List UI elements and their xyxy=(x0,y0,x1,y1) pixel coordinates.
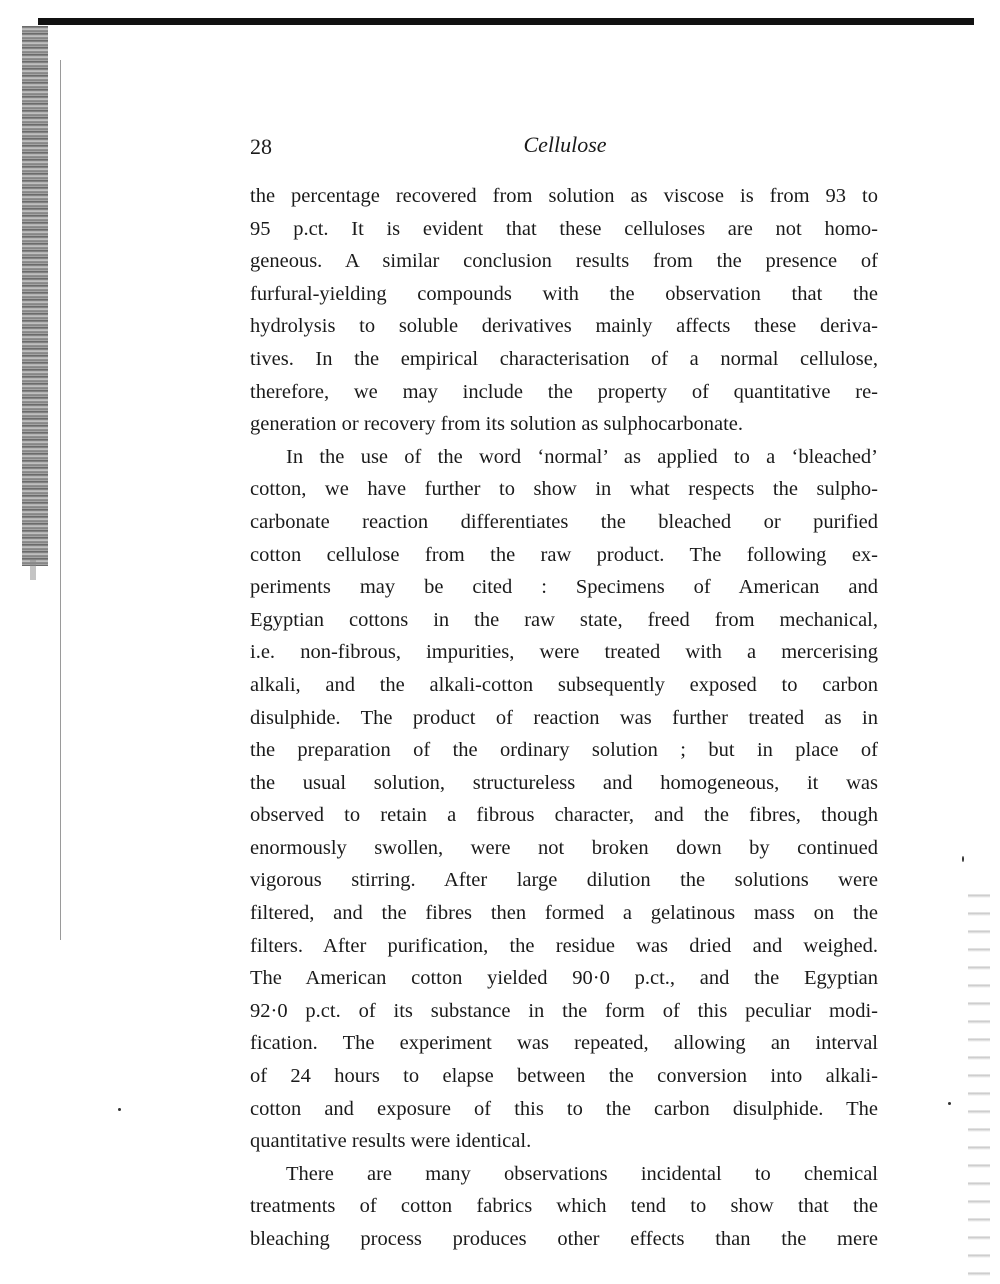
text-line: tives. In the empirical characterisation of a normal cellulose, xyxy=(250,347,878,370)
ink-speck xyxy=(948,1102,951,1105)
text-line: observed to retain a fibrous character, and the fibres, though xyxy=(250,804,878,827)
text-line: the percentage recovered from solution as viscose is from 93 to xyxy=(250,185,878,207)
text-line: treatments of cotton fabrics which tend to show that the xyxy=(250,1195,878,1218)
text-line: filters. After purification, the residue was dried and weighed. xyxy=(250,934,878,957)
text-line: alkali, and the alkali-cotton subsequently exposed to carbon xyxy=(250,673,878,696)
text-line: geneous. A similar conclusion results from the presence of xyxy=(250,250,878,273)
text-line: periments may be cited : Specimens of American and xyxy=(250,576,878,599)
text-line: 92·0 p.ct. of its substance in the form of this peculiar modi- xyxy=(250,999,878,1022)
text-line: There are many observations incidental to chemical xyxy=(286,1162,878,1185)
text-line: In the use of the word ‘normal’ as applied to a ‘bleached’ xyxy=(286,445,878,468)
text-line: the usual solution, structureless and homogeneous, it was xyxy=(250,771,878,794)
book-spine-shadow xyxy=(22,26,48,566)
text-line: i.e. non-fibrous, impurities, were treated with a mercerising xyxy=(250,641,878,664)
text-line: the preparation of the ordinary solution ; but in place of xyxy=(250,739,878,762)
text-line: generation or recovery from its solution as sulphocarbonate. xyxy=(250,413,743,436)
page-header xyxy=(250,128,880,168)
text-line: cotton cellulose from the raw product. The following ex- xyxy=(250,543,878,566)
text-line: Egyptian cottons in the raw state, freed from mechanical, xyxy=(250,608,878,631)
text-line: The American cotton yielded 90·0 p.ct., and the Egyptian xyxy=(250,967,878,990)
text-line: of 24 hours to elapse between the conversion into alkali- xyxy=(250,1065,878,1088)
body-text xyxy=(250,180,878,1256)
text-line: cotton and exposure of this to the carbon disulphide. The xyxy=(250,1097,878,1120)
text-line: 95 p.ct. It is evident that these celluloses are not homo- xyxy=(250,217,878,240)
ink-speck xyxy=(962,856,964,862)
ink-speck xyxy=(118,1108,121,1111)
page-number: 28 xyxy=(250,134,272,159)
text-line: cotton, we have further to show in what respects the sulpho- xyxy=(250,478,878,501)
text-line: vigorous stirring. After large dilution the solutions were xyxy=(250,869,878,892)
text-line: furfural-yielding compounds with the observation that the xyxy=(250,282,878,305)
text-line: hydrolysis to soluble derivatives mainly affects these deriva- xyxy=(250,315,878,338)
text-line: quantitative results were identical. xyxy=(250,1130,532,1153)
text-line: enormously swollen, were not broken down by continued xyxy=(250,836,878,859)
text-line: filtered, and the fibres then formed a gelatinous mass on the xyxy=(250,902,878,925)
text-line: disulphide. The product of reaction was further treated as in xyxy=(250,706,878,729)
text-line: bleaching process produces other effects than the mere xyxy=(250,1228,878,1250)
text-line: therefore, we may include the property of quantitative re- xyxy=(250,380,878,403)
running-title: Cellulose xyxy=(523,132,607,157)
margin-line xyxy=(60,60,61,940)
text-line: fication. The experiment was repeated, allowing an interval xyxy=(250,1032,878,1055)
page-edge-right xyxy=(968,880,990,1280)
text-line: carbonate reaction differentiates the bleached or purified xyxy=(250,510,878,533)
top-rule xyxy=(38,18,974,25)
book-spine-fade xyxy=(30,560,36,580)
